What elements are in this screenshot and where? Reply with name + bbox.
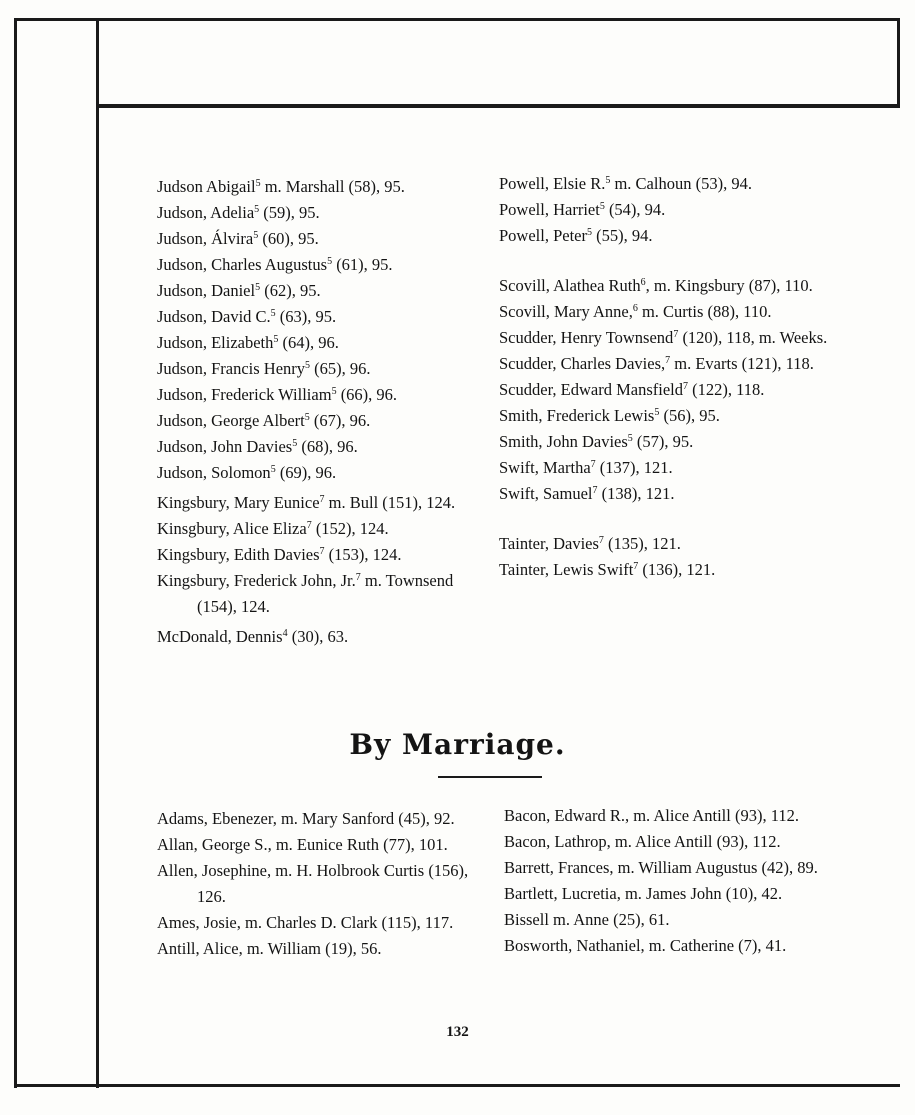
index-entry	[499, 299, 839, 325]
entry-name: Judson, Frederick William	[157, 385, 332, 404]
index-entry	[157, 200, 487, 226]
index-entry	[157, 516, 487, 542]
entry-reference: m. Calhoun (53), 94.	[610, 174, 752, 193]
index-entry	[157, 624, 487, 650]
index-column-right	[499, 171, 839, 583]
entry-name: Tainter, Lewis Swift	[499, 560, 634, 579]
section-heading: By Marriage.	[349, 728, 566, 761]
index-entry	[157, 460, 487, 486]
entry-reference: (56), 95.	[659, 406, 720, 425]
generation-number: 7	[319, 494, 325, 505]
entry-name: Scovill, Mary Anne,	[499, 302, 633, 321]
entry-reference: (54), 94.	[604, 200, 666, 219]
entry-reference: , m. Kingsbury (87), 110.	[645, 276, 813, 295]
entry-reference: m. Evarts (121), 118.	[670, 354, 814, 373]
index-entry	[499, 273, 839, 299]
generation-number: 5	[627, 433, 633, 444]
entry-name: Judson, Solomon	[157, 463, 271, 482]
entry-reference: (61), 95.	[332, 255, 393, 274]
generation-number: 5	[605, 175, 611, 186]
entry-name: Bartlett, Lucretia, m. James John (10), 42.	[504, 884, 783, 903]
index-entry	[504, 803, 839, 829]
index-entry	[157, 806, 492, 832]
entry-reference: (153), 124.	[324, 545, 402, 564]
entry-reference: (60), 95.	[258, 229, 319, 248]
index-entry	[157, 936, 492, 962]
entry-reference: (67), 96.	[309, 411, 371, 430]
entry-reference: (62), 95.	[260, 281, 321, 300]
index-entry	[157, 278, 487, 304]
entry-name: Bacon, Edward R., m. Alice Antill (93), 112.	[504, 806, 799, 825]
index-entry	[157, 910, 492, 936]
index-column-left	[157, 174, 487, 650]
index-entry	[157, 356, 487, 382]
entry-reference: (136), 121.	[638, 560, 716, 579]
index-entry	[499, 557, 839, 583]
entry-reference: (122), 118.	[688, 380, 765, 399]
entry-name: Bissell m. Anne (25), 61.	[504, 910, 670, 929]
entry-name: Bosworth, Nathaniel, m. Catherine (7), 41.	[504, 936, 787, 955]
index-entry	[157, 858, 492, 910]
entry-name: Scudder, Charles Davies,	[499, 354, 666, 373]
entry-reference: (68), 96.	[297, 437, 358, 456]
index-entry	[504, 907, 839, 933]
entry-name: Swift, Samuel	[499, 484, 593, 503]
generation-number: 5	[273, 334, 279, 345]
generation-number: 5	[292, 438, 298, 449]
entry-name: Judson, Adelia	[157, 203, 255, 222]
index-entry	[157, 832, 492, 858]
entry-reference: (135), 121.	[603, 534, 681, 553]
index-entry	[157, 252, 487, 278]
entry-name: Judson, Elizabeth	[157, 333, 274, 352]
entry-name: Allan, George S., m. Eunice Ruth (77), 101.	[157, 835, 448, 854]
frame-bottom-rule	[14, 1084, 900, 1087]
frame-left-rule-inner	[96, 18, 99, 1088]
frame-left-rule-outer	[14, 18, 17, 1088]
generation-number: 5	[255, 282, 261, 293]
entry-name: Barrett, Frances, m. William Augustus (42), 89.	[504, 858, 818, 877]
index-entry	[504, 855, 839, 881]
entry-name: Judson, David C.	[157, 307, 271, 326]
entry-name: Smith, Frederick Lewis	[499, 406, 655, 425]
entry-name: Judson, John Davies	[157, 437, 293, 456]
entry-name: Ames, Josie, m. Charles D. Clark (115), 117.	[157, 913, 454, 932]
generation-number: 5	[599, 201, 605, 212]
index-entry	[157, 226, 487, 252]
frame-top-rule	[14, 18, 900, 21]
entry-name: Judson, Daniel	[157, 281, 256, 300]
entry-reference: m. Townsend (154), 124.	[197, 571, 454, 616]
index-entry	[157, 542, 487, 568]
entry-name: Scudder, Henry Townsend	[499, 328, 674, 347]
generation-number: 5	[327, 256, 333, 267]
entry-reference: (65), 96.	[310, 359, 371, 378]
index-entry	[157, 304, 487, 330]
index-entry	[157, 174, 487, 200]
entry-name: Judson Abigail	[157, 177, 256, 196]
entry-name: Allen, Josephine, m. H. Holbrook Curtis (156), 126.	[157, 861, 469, 906]
index-entry	[499, 325, 839, 351]
entry-reference: (66), 96.	[336, 385, 398, 404]
index-entry	[157, 434, 487, 460]
generation-number: 5	[255, 178, 261, 189]
marriage-column-left	[157, 806, 492, 962]
entry-name: Scovill, Alathea Ruth	[499, 276, 641, 295]
generation-number: 5	[270, 308, 276, 319]
index-entry	[499, 455, 839, 481]
entry-reference: (69), 96.	[275, 463, 337, 482]
index-entry	[157, 408, 487, 434]
generation-number: 7	[683, 381, 688, 392]
entry-name: Powell, Harriet	[499, 200, 600, 219]
index-entry	[157, 568, 487, 620]
entry-reference: (57), 95.	[632, 432, 694, 451]
entry-name: Judson, George Albert	[157, 411, 305, 430]
entry-name: Powell, Elsie R.	[499, 174, 606, 193]
entry-reference: m. Curtis (88), 110.	[637, 302, 772, 321]
entry-name: Scudder, Edward Mansfield	[499, 380, 683, 399]
entry-name: Kingsbury, Edith Davies	[157, 545, 320, 564]
entry-reference: (30), 63.	[287, 627, 349, 646]
index-entry	[499, 171, 839, 197]
generation-number: 7	[633, 561, 639, 572]
index-entry	[499, 377, 839, 403]
generation-number: 5	[331, 386, 337, 397]
header-rule	[96, 104, 900, 108]
entry-name: Antill, Alice, m. William (19), 56.	[157, 939, 382, 958]
entry-name: Adams, Ebenezer, m. Mary Sanford (45), 92.	[157, 809, 455, 828]
entry-reference: (138), 121.	[597, 484, 675, 503]
index-entry	[499, 403, 839, 429]
index-entry	[504, 881, 839, 907]
index-entry	[157, 490, 487, 516]
entry-name: Bacon, Lathrop, m. Alice Antill (93), 112.	[504, 832, 781, 851]
entry-name: Powell, Peter	[499, 226, 587, 245]
entry-name: McDonald, Dennis	[157, 627, 283, 646]
index-entry	[499, 531, 839, 557]
entry-reference: (63), 95.	[275, 307, 337, 326]
index-entry	[499, 197, 839, 223]
generation-number: 7	[598, 535, 604, 546]
generation-number: 5	[654, 407, 660, 418]
index-entry	[504, 933, 839, 959]
entry-name: Kingsbury, Mary Eunice	[157, 493, 320, 512]
index-entry	[157, 382, 487, 408]
index-entry	[499, 223, 839, 249]
index-entry	[499, 481, 839, 507]
entry-reference: (137), 121.	[595, 458, 673, 477]
entry-reference: m. Marshall (58), 95.	[260, 177, 405, 196]
generation-number: 5	[304, 412, 310, 423]
generation-number: 7	[590, 459, 596, 470]
entry-reference: (152), 124.	[311, 519, 389, 538]
entry-name: Kinsgbury, Alice Eliza	[157, 519, 307, 538]
generation-number: 7	[673, 329, 679, 340]
entry-reference: (55), 94.	[592, 226, 653, 245]
page-number: 132	[446, 1024, 469, 1040]
generation-number: 7	[319, 546, 325, 557]
generation-number: 5	[254, 204, 260, 215]
generation-number: 6	[632, 303, 638, 314]
entry-reference: m. Bull (151), 124.	[324, 493, 456, 512]
generation-number: 5	[270, 464, 276, 475]
entry-name: Judson, Charles Augustus	[157, 255, 328, 274]
generation-number: 6	[640, 277, 646, 288]
generation-number: 5	[305, 360, 311, 371]
generation-number: 5	[587, 227, 592, 238]
entry-reference: (64), 96.	[278, 333, 339, 352]
frame-right-rule	[897, 18, 900, 108]
generation-number: 4	[282, 628, 288, 639]
heading-underline	[438, 776, 542, 778]
index-entry	[157, 330, 487, 356]
entry-name: Swift, Martha	[499, 458, 591, 477]
generation-number: 7	[665, 355, 671, 366]
entry-name: Judson, Álvira	[157, 229, 254, 248]
entry-name: Tainter, Davies	[499, 534, 599, 553]
entry-name: Judson, Francis Henry	[157, 359, 306, 378]
entry-reference: (120), 118, m. Weeks.	[678, 328, 828, 347]
generation-number: 5	[253, 230, 259, 241]
index-entry	[499, 351, 839, 377]
index-entry	[504, 829, 839, 855]
entry-name: Kingsbury, Frederick John, Jr.	[157, 571, 356, 590]
generation-number: 7	[592, 485, 598, 496]
generation-number: 7	[355, 572, 361, 583]
generation-number: 7	[306, 520, 312, 531]
index-entry	[499, 429, 839, 455]
entry-name: Smith, John Davies	[499, 432, 628, 451]
entry-reference: (59), 95.	[259, 203, 320, 222]
marriage-column-right	[504, 803, 839, 959]
